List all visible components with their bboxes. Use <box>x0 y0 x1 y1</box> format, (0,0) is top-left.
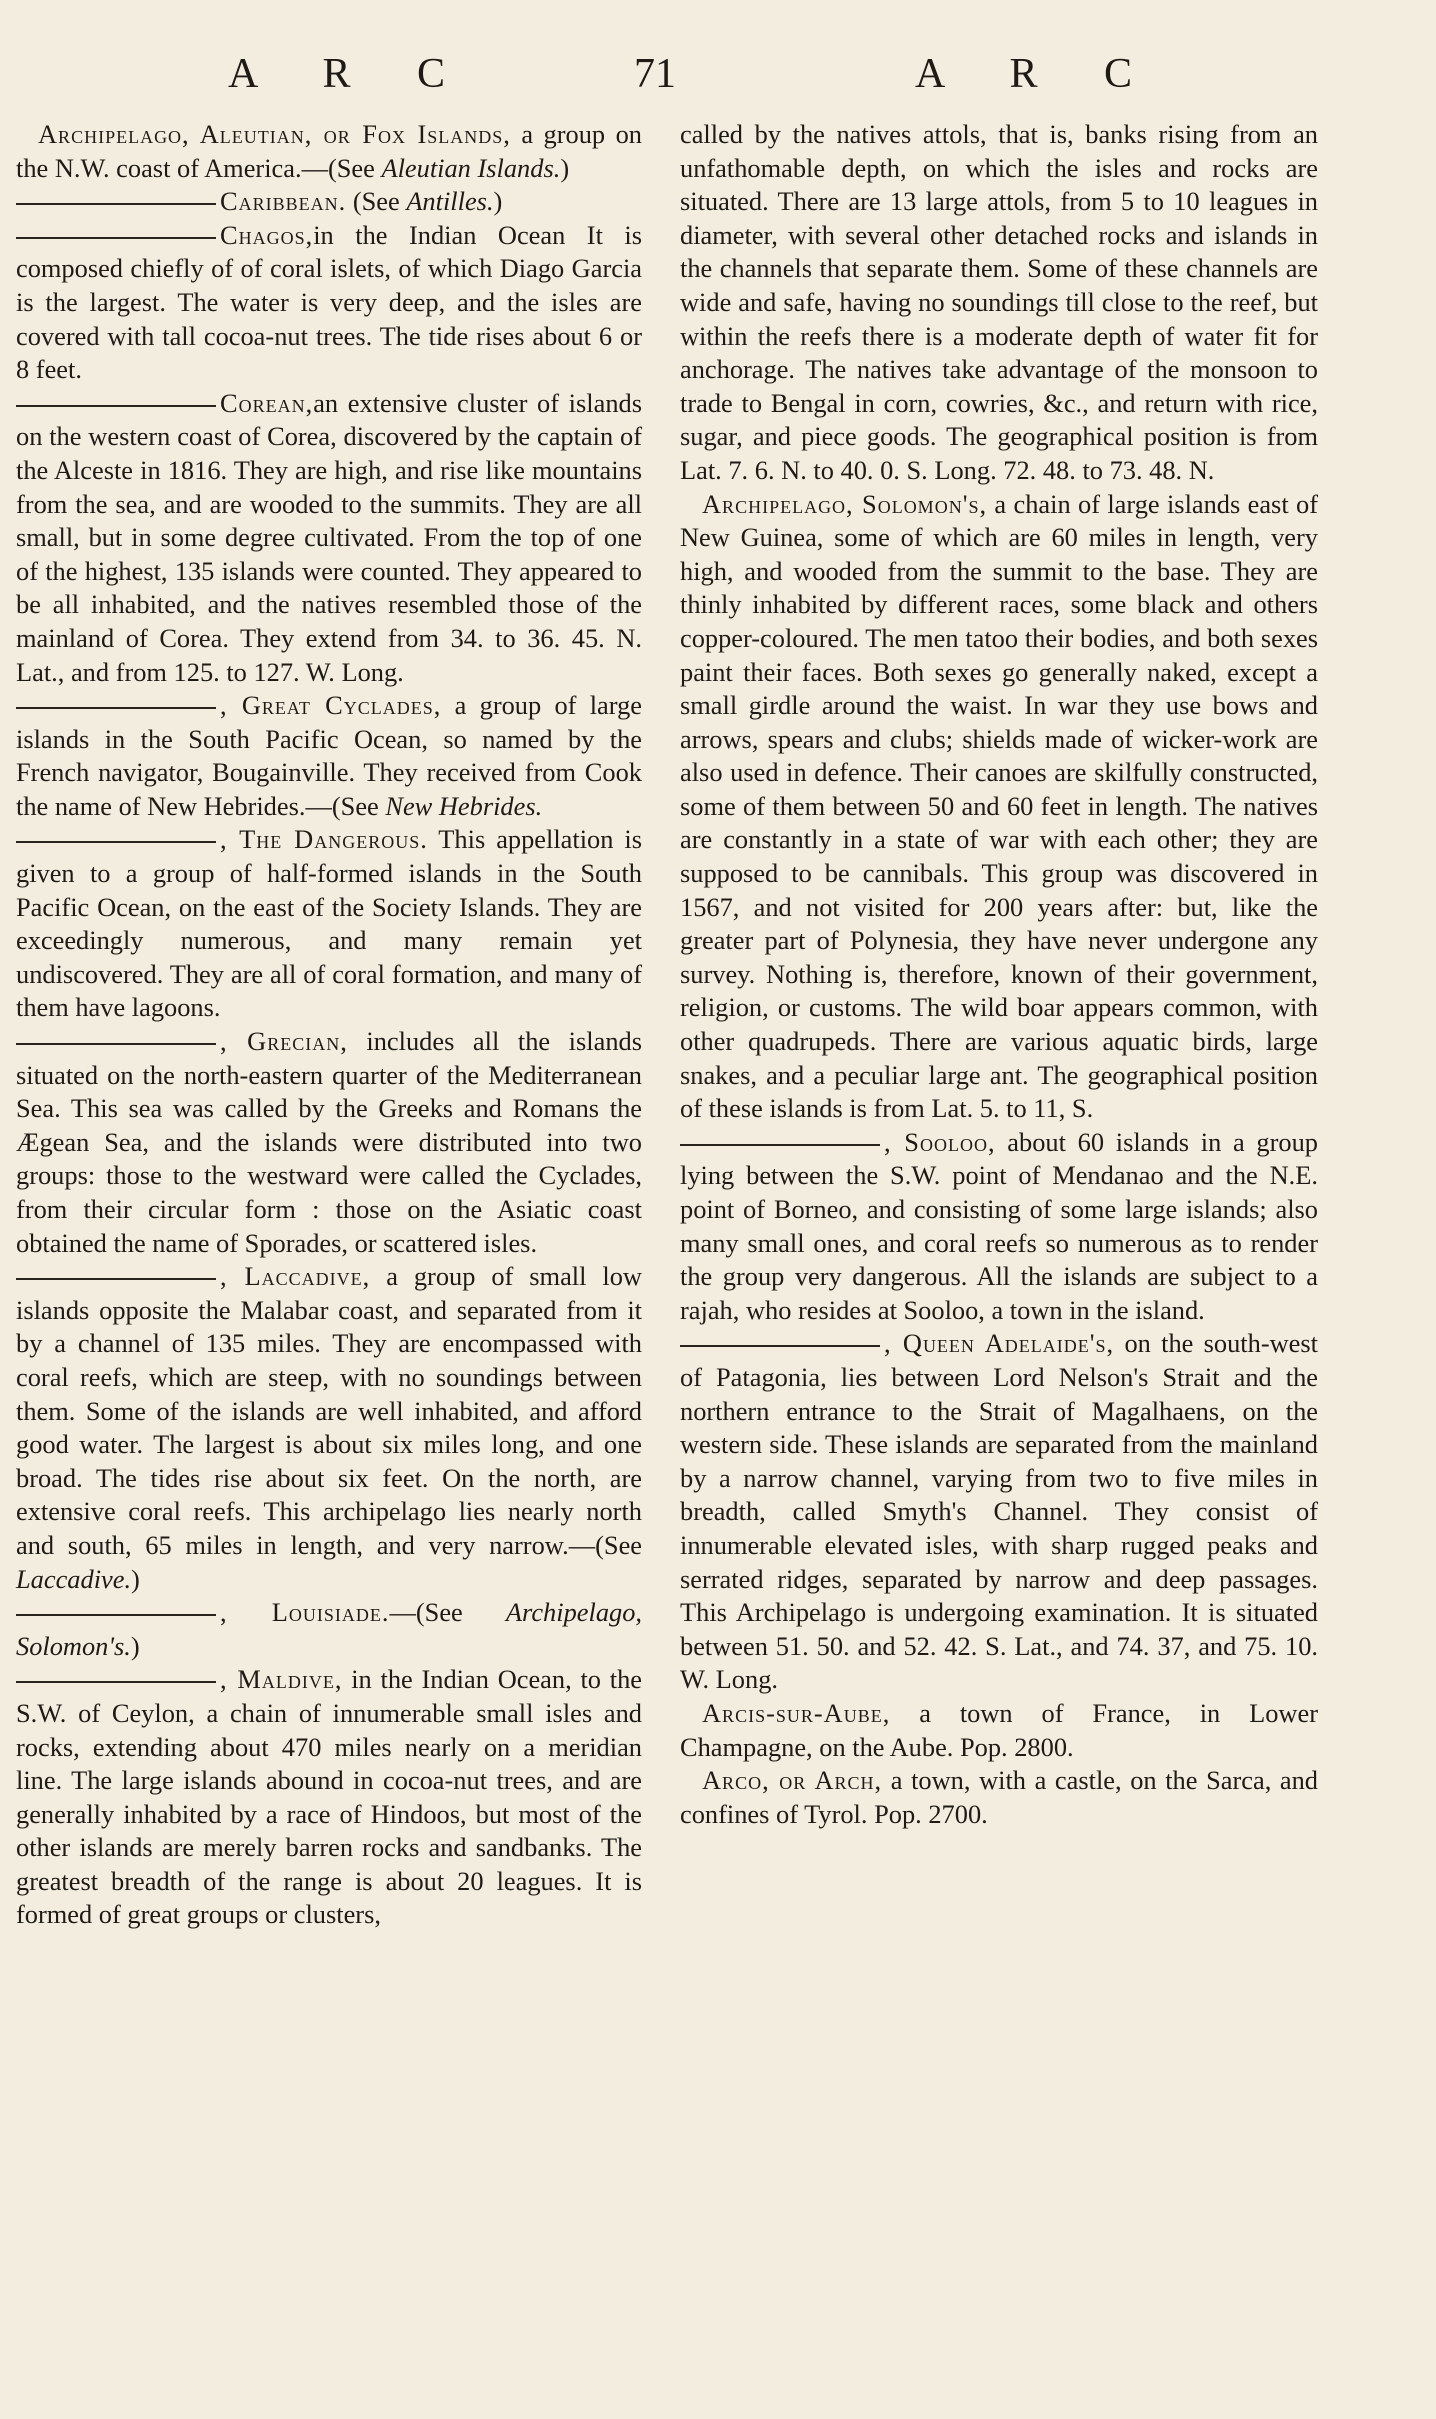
entry-text: an extensive cluster of islands on the western coast of Corea, discovered by the captain of the Alceste in 1816. They are high, and rise like mountains from the sea, and are wooded to the summits. They are all small, but in some degree cultivated. From the top of one of the highest, 135 islands were counted. They appeared to be all inhabited, and the natives resembled those of the mainland of Corea. They extend from 34. to 36. 45. N. Lat., and from 125. to 127. W. Long. <box>16 387 642 687</box>
ditto-dash <box>16 203 216 205</box>
running-header <box>0 50 1436 110</box>
ditto-dash <box>16 1278 216 1280</box>
entry-text: —(See <box>389 1597 506 1628</box>
entry-text: about 60 islands in a group lying between the S.W. point of Mendanao and the N.E. point of Borneo, and consisting of some large islands; also many small ones, and coral reefs so numerous as to render the group very dangerous. All the islands are subject to a rajah, who resides at Sooloo, a town in the island. <box>680 1126 1318 1325</box>
entry-laccadive <box>16 1260 642 1596</box>
entry-headword: Caribbean. <box>220 186 347 217</box>
entry-text: a town, with a castle, on the Sarca, and confines of Tyrol. Pop. 2700. <box>680 1765 1319 1829</box>
left-column <box>16 118 642 1932</box>
entry-headword: Corean, <box>220 387 314 418</box>
ditto-dash <box>680 1345 880 1347</box>
entry-maldive <box>16 1663 642 1932</box>
entry-text: on the south-west of Patagonia, lies between Lord Nelson's Strait and the northern entrance to the Strait of Magalhaens, on the western side. These islands are separated from the mainland by a narrow channel, varying from two to five miles in breadth, called Smyth's Channel. They consist of innumerable elevated isles, with sharp rugged peaks and serrated ridges, separated by narrow and deep passages. This Archipelago is undergoing examination. It is situated between 51. 50. and 52. 42. S. Lat., and 74. 37, and 75. 10. W. Long. <box>680 1328 1318 1695</box>
entry-headword: Arcis-sur-Aube, <box>702 1697 891 1728</box>
entry-maldive-cont <box>680 118 1318 488</box>
entry-headword: Archipelago, Aleutian, or Fox Islands, <box>38 119 511 149</box>
entry-aleutian <box>16 118 642 185</box>
ditto-dash <box>680 1144 880 1146</box>
entry-headword: Arco, or Arch, <box>702 1765 883 1796</box>
entry-arco <box>680 1764 1318 1831</box>
entry-chagos <box>16 219 642 387</box>
entry-arcis <box>680 1697 1318 1764</box>
entry-text: a group of large islands in the South Pacific Ocean, so named by the French navigator, Bougainville. They received from Cook the name of New Hebrides.—(See <box>16 690 642 821</box>
ditto-dash <box>16 1614 216 1616</box>
entry-tail: ) <box>131 1563 140 1594</box>
entry-headword: , Laccadive, <box>220 1261 371 1292</box>
ditto-dash <box>16 841 216 843</box>
entry-headword: Archipelago, Solomon's, <box>702 488 988 519</box>
entry-headword: , Great Cyclades, <box>220 690 442 721</box>
entry-tail: ) <box>560 152 570 183</box>
page-number: 71 <box>634 51 676 97</box>
entry-cross-reference: Archipelago, Solomon's. <box>16 1597 642 1661</box>
ditto-dash <box>16 707 216 709</box>
entry-cross-reference: Antilles. <box>406 186 494 217</box>
entry-text: a group on the N.W. coast of America.—(See <box>16 119 642 183</box>
ditto-dash <box>16 1043 216 1045</box>
entry-cross-reference: New Hebrides. <box>385 790 543 821</box>
entry-queen-adelaide <box>680 1327 1318 1697</box>
entry-sooloo <box>680 1126 1318 1328</box>
entry-louisiade <box>16 1596 642 1663</box>
entry-headword: , Louisiade. <box>220 1597 390 1628</box>
ditto-dash <box>16 1681 216 1683</box>
header-right-keyword: A R C <box>915 51 1161 97</box>
entry-text: in the Indian Ocean It is composed chiefly of of coral islets, of which Diago Garcia is the largest. The water is very deep, and the isles are covered with tall cocoa-nut trees. The tide rises about 6 or 8 feet. <box>16 219 642 385</box>
entry-dangerous <box>16 823 642 1025</box>
right-column <box>680 118 1318 1831</box>
header-left-keyword: A R C <box>228 51 474 97</box>
entry-headword: Chagos, <box>220 219 314 250</box>
ditto-dash <box>16 405 216 407</box>
entry-text: includes all the islands situated on the north-eastern quarter of the Mediterranean Sea. This sea was called by the Greeks and Romans the Ægean Sea, and the islands were distributed into two groups: those to the westward were called the Cyclades, from their circular form : those on the Asiatic coast obtained the name of Sporades, or scattered isles. <box>16 1026 642 1258</box>
entry-text: a group of small low islands opposite the Malabar coast, and separated from it by a channel of 135 miles. They are encompassed with coral reefs, which are steep, with no soundings between them. Some of the islands are well inhabited, and afford good water. The largest is about six miles long, and one broad. The tides rise about six feet. On the north, are extensive coral reefs. This archipelago lies nearly north and south, 65 miles in length, and very narrow.—(See <box>16 1261 642 1560</box>
entry-tail: ) <box>493 186 503 217</box>
entry-solomon <box>680 488 1318 1126</box>
entry-headword: , Sooloo, <box>884 1126 996 1157</box>
entry-headword: , The Dangerous. <box>220 824 428 855</box>
entry-text: called by the natives attols, that is, banks rising from an unfathomable depth, on which the isles and rocks are situated. There are 13 large attols, from 5 to 10 leagues in diameter, with several other detached rocks and islands in the channels that separate them. Some of these channels are wide and safe, having no soundings till close to the reef, but within the reefs there is a moderate depth of water fit for anchorage. The natives take advantage of the monsoon to trade to Bengal in corn, cowries, &c., and return with rice, sugar, and piece goods. The geographical position is from Lat. 7. 6. N. to 40. 0. S. Long. 72. 48. to 73. 48. N. <box>680 119 1318 485</box>
entry-text: in the Indian Ocean, to the S.W. of Ceylon, a chain of innumerable small isles and rocks, extending about 470 miles nearly on a meridian line. The large islands abound in cocoa-nut trees, and are generally inhabited by a race of Hindoos, but most of the other islands are merely barren rocks and sandbanks. The greatest breadth of the range is about 20 leagues. It is formed of great groups or clusters, <box>16 1664 642 1930</box>
entry-tail: ) <box>130 1630 140 1661</box>
entry-cyclades <box>16 689 642 823</box>
entry-text: (See <box>346 186 407 217</box>
entry-caribbean <box>16 185 642 219</box>
entry-text: This appellation is given to a group of half-formed islands in the South Pacific Ocean, on the east of the Society Islands. They are exceedingly numerous, and many remain yet undiscovered. They are all of coral formation, and many of them have lagoons. <box>16 824 643 1023</box>
entry-cross-reference: Laccadive. <box>16 1563 132 1594</box>
entry-headword: , Maldive, <box>220 1664 343 1695</box>
entry-grecian <box>16 1025 642 1260</box>
entry-cross-reference: Aleutian Islands. <box>381 152 561 183</box>
entry-corean <box>16 387 642 689</box>
entry-headword: , Queen Adelaide's, <box>884 1328 1115 1359</box>
entry-headword: , Grecian, <box>220 1026 348 1057</box>
ditto-dash <box>16 237 216 239</box>
entry-text: a chain of large islands east of New Guinea, some of which are 60 miles in length, very high, and wooded from the summit to the base. They are thinly inhabited by different races, some black and others copper-coloured. The men tatoo their bodies, and both sexes paint their faces. Both sexes go generally naked, except a small girdle around the waist. In war they use bows and arrows, spears and clubs; shields made of wicker-work are also used in defence. Their canoes are skilfully constructed, some of them between 50 and 60 feet in length. The natives are constantly in a state of war with each other; they are supposed to be cannibals. This group was discovered in 1567, and not visited for 200 years after: but, like the greater part of Polynesia, they have never undergone any survey. Nothing is, therefore, known of their government, religion, or customs. The wild boar appears common, with other quadrupeds. There are various aquatic birds, large snakes, and a peculiar large ant. The geographical position of these islands is from Lat. 5. to 11, S. <box>680 488 1318 1124</box>
entry-text: a town of France, in Lower Champagne, on the Aube. Pop. 2800. <box>680 1697 1318 1762</box>
